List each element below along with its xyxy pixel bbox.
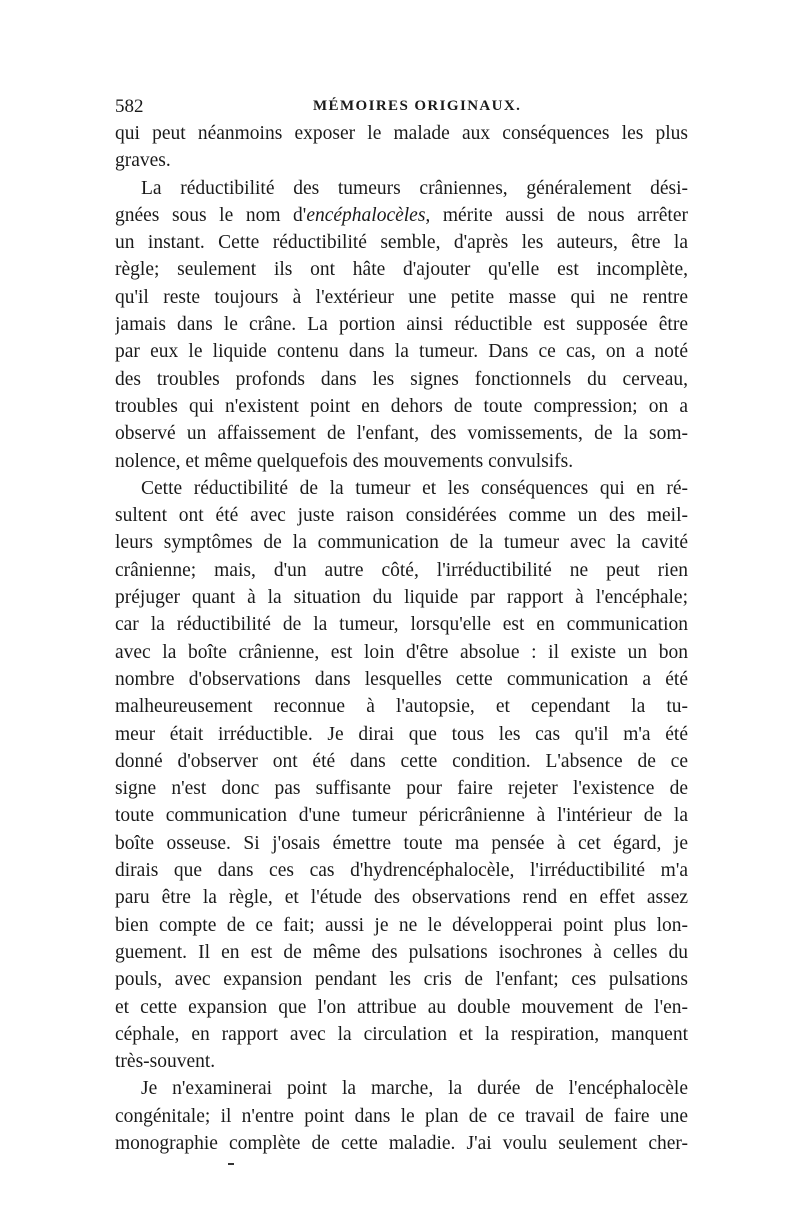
text-line: Je n'examinerai point la marche, la durée de l'encéphalocèle: [141, 1078, 688, 1100]
text-line: avec la boîte crânienne, est loin d'être absolue : il existe un bon: [115, 641, 688, 663]
text-line: troubles qui n'existent point en dehors de toute compression; on a: [115, 395, 688, 417]
text-segment: gnées sous le nom d': [115, 204, 307, 226]
text-line: des troubles profonds dans les signes fonctionnels du cerveau,: [115, 368, 688, 390]
text-line: qui peut néanmoins exposer le malade aux conséquences les plus: [115, 123, 688, 144]
text-line: monographie complète de cette maladie. J'ai voulu seulement cher-: [115, 1132, 688, 1154]
text-line: Cette réductibilité de la tumeur et les conséquences qui en ré-: [141, 477, 688, 499]
text-line: leurs symptômes de la communication de la tumeur avec la cavité: [115, 532, 688, 554]
text-line: par eux le liquide contenu dans la tumeur. Dans ce cas, on a noté: [115, 341, 688, 363]
text-line: car la réductibilité de la tumeur, lorsqu'elle est en communication: [115, 614, 688, 636]
italic-term: encéphalocèles,: [306, 204, 431, 226]
print-mark: [228, 1163, 234, 1165]
text-line: bien compte de ce fait; aussi je ne le développerai point plus lon-: [115, 914, 688, 936]
text-line: nolence, et même quelquefois des mouvements convulsifs.: [115, 450, 574, 472]
text-line: La réductibilité des tumeurs crâniennes, généralement dési-: [141, 177, 688, 199]
text-line: dirais que dans ces cas d'hydrencéphalocèle, l'irréductibilité m'a: [115, 860, 688, 882]
text-line: toute communication d'une tumeur péricrânienne à l'intérieur de la: [115, 805, 688, 827]
text-line: observé un affaissement de l'enfant, des vomissements, de la som-: [115, 423, 688, 445]
text-line: un instant. Cette réductibilité semble, d'après les auteurs, être la: [115, 232, 688, 254]
text-line: boîte osseuse. Si j'osais émettre toute ma pensée à cet égard, je: [115, 832, 688, 854]
text-line: meur était irréductible. Je dirai que tous les cas qu'il m'a été: [115, 723, 688, 745]
text-line: jamais dans le crâne. La portion ainsi réductible est supposée être: [115, 314, 688, 336]
text-line: graves.: [115, 150, 171, 172]
text-line: et cette expansion que l'on attribue au double mouvement de l'en-: [115, 996, 688, 1018]
text-line: paru être la règle, et l'étude des observations rend en effet assez: [115, 887, 688, 909]
text-line: guement. Il en est de même des pulsations isochrones à celles du: [115, 941, 688, 963]
text-line: très-souvent.: [115, 1051, 216, 1073]
text-line: signe n'est donc pas suffisante pour faire rejeter l'existence de: [115, 778, 688, 800]
body-text: [115, 120, 688, 1157]
text-line: [115, 202, 688, 229]
text-line: sultent ont été avec juste raison considérées comme un des meil-: [115, 505, 688, 527]
text-line: qu'il reste toujours à l'extérieur une petite masse qui ne rentre: [115, 286, 688, 308]
text-line: nombre d'observations dans lesquelles cette communication a été: [115, 668, 688, 690]
page-number: 582: [115, 96, 144, 117]
running-title: MÉMOIRES ORIGINAUX.: [313, 98, 522, 114]
text-line: céphale, en rapport avec la circulation et la respiration, manquent: [115, 1023, 688, 1045]
text-segment: mérite aussi de nous arrêter: [430, 204, 688, 226]
text-line: congénitale; il n'entre point dans le plan de ce travail de faire une: [115, 1105, 688, 1127]
text-line: préjuger quant à la situation du liquide par rapport à l'encéphale;: [115, 587, 688, 609]
text-line: malheureusement reconnue à l'autopsie, et cependant la tu-: [115, 696, 688, 718]
text-line: donné d'observer ont été dans cette condition. L'absence de ce: [115, 750, 688, 772]
text-line: règle; seulement ils ont hâte d'ajouter qu'elle est incomplète,: [115, 259, 688, 281]
text-line: crânienne; mais, d'un autre côté, l'irréductibilité ne peut rien: [115, 559, 688, 581]
text-line: pouls, avec expansion pendant les cris de l'enfant; ces pulsations: [115, 969, 688, 991]
